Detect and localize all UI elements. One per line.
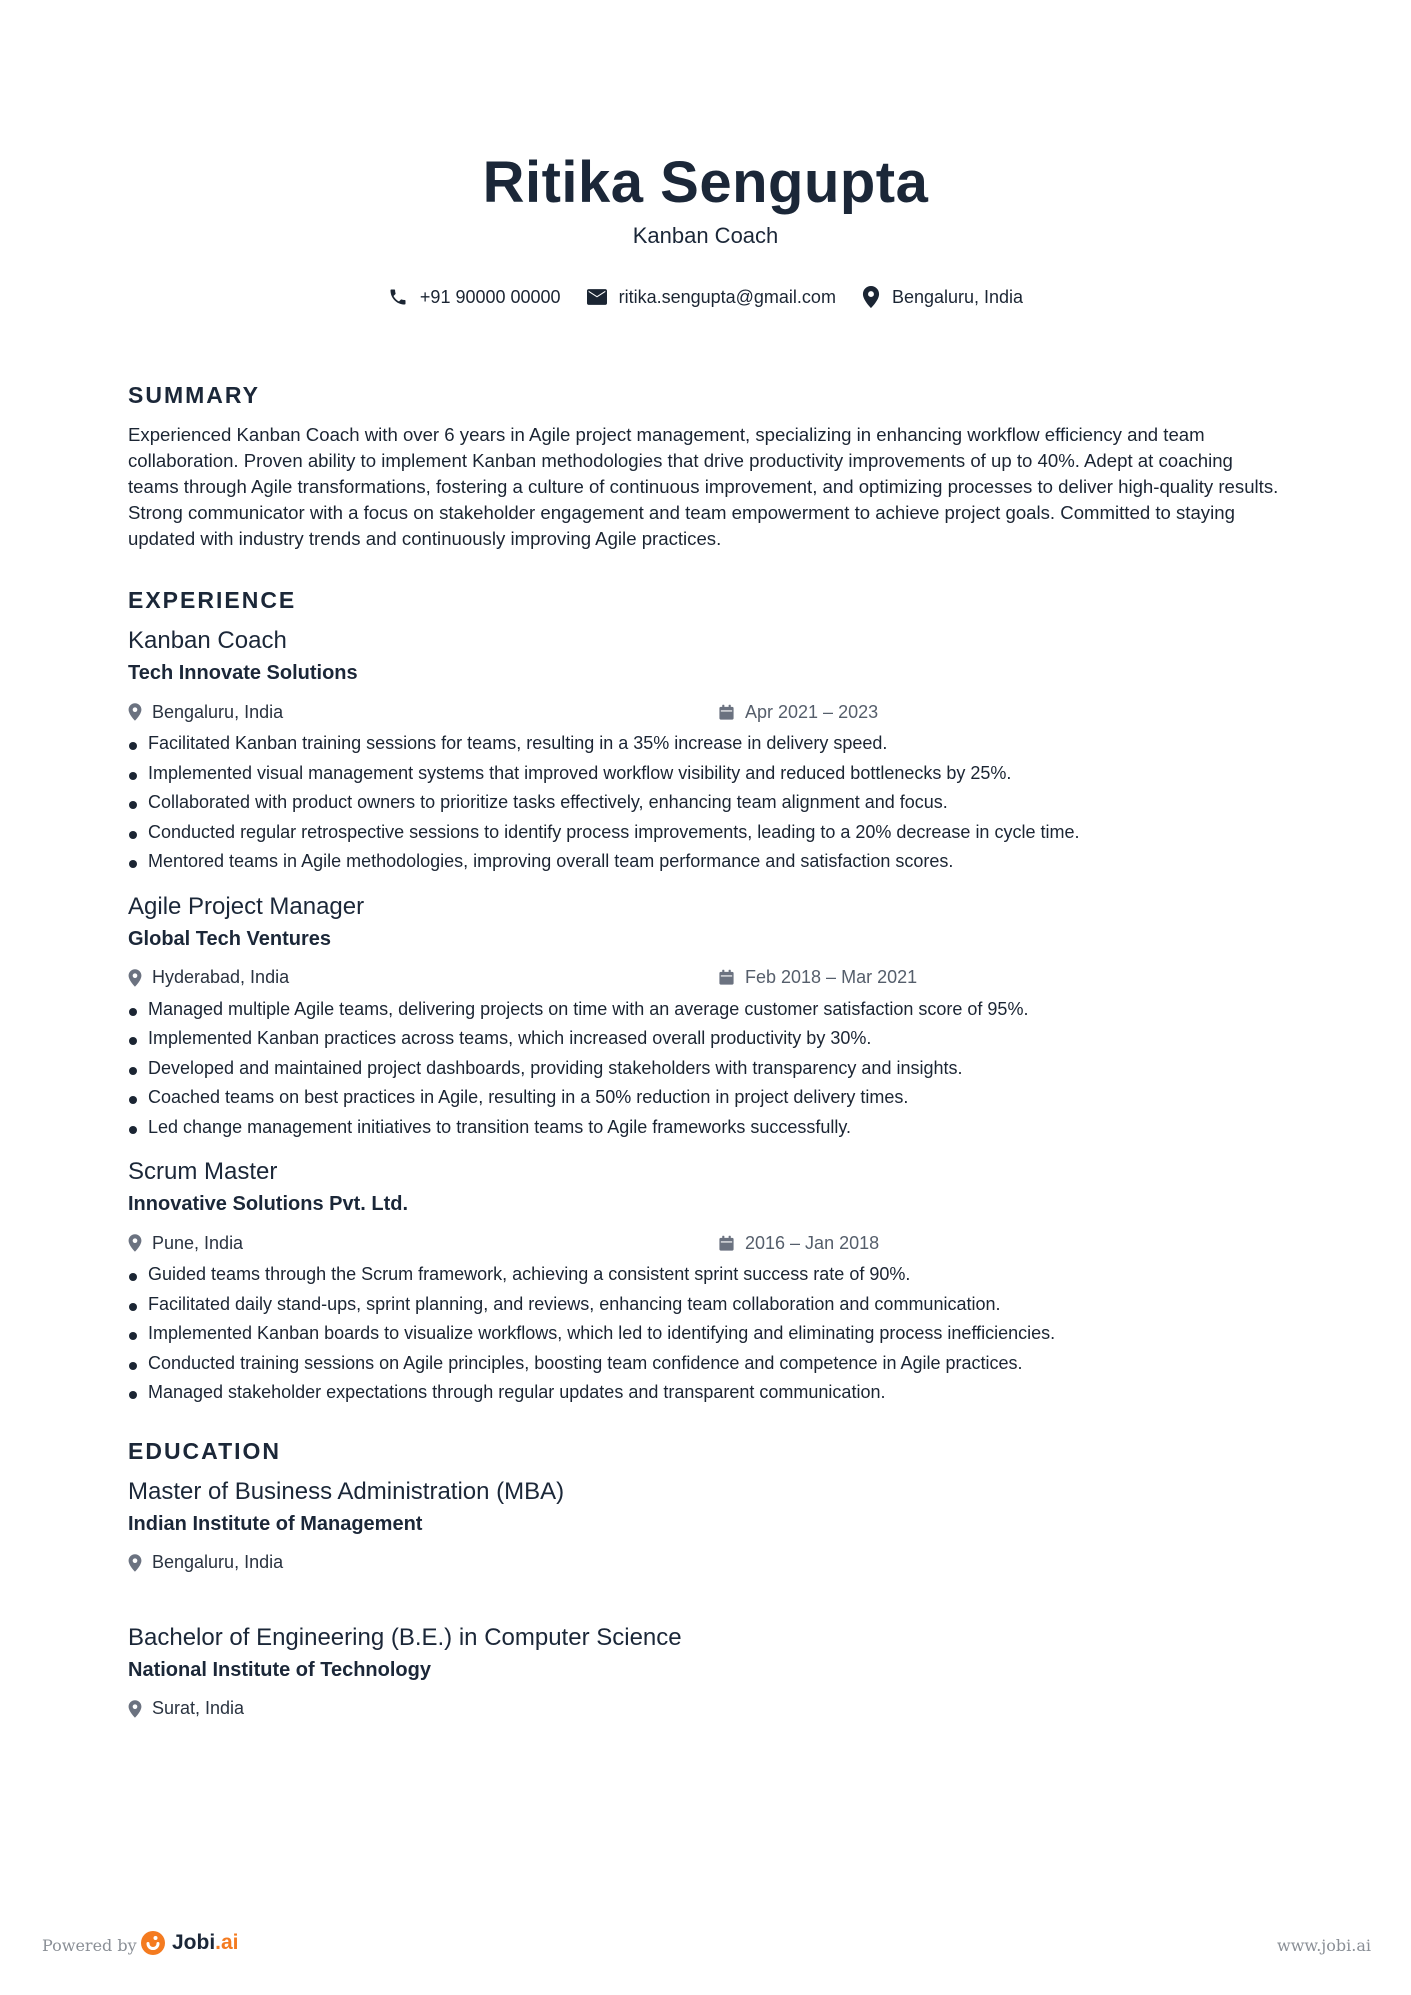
bullet-item: Implemented Kanban boards to visualize workflows, which led to identifying and eliminating process inefficiencies. (128, 1319, 1288, 1349)
contact-bar (0, 286, 1411, 308)
section-title-education: EDUCATION (128, 1437, 282, 1464)
contact-location-text: Bengaluru, India (891, 286, 1024, 307)
job-location-text: Pune, India (152, 1232, 244, 1253)
bullet-item: Collaborated with product owners to prioritize tasks effectively, enhancing team alignment and focus. (128, 788, 1288, 818)
job-dates-text: Apr 2021 – 2023 (745, 701, 879, 722)
job-location-text: Hyderabad, India (152, 967, 290, 987)
education-location (128, 1698, 718, 1719)
job-dates-text: Feb 2018 – Mar 2021 (745, 967, 918, 987)
candidate-role: Kanban Coach (632, 223, 779, 248)
bullet-item: Conducted regular retrospective sessions to identify process improvements, leading to a 20% decrease in cycle time. (128, 818, 1288, 848)
job-location (128, 1233, 718, 1254)
job-dates-text: 2016 – Jan 2018 (745, 1232, 880, 1253)
bullet-item: Implemented Kanban practices across teams, which increased overall productivity by 30%. (128, 1024, 1288, 1054)
job-list (128, 625, 1288, 1408)
education-school: National Institute of Technology (128, 1658, 431, 1681)
phone-icon (388, 287, 408, 307)
education-location-text: Surat, India (152, 1698, 245, 1718)
job-dates (718, 967, 917, 988)
job-bullets (128, 1260, 1288, 1408)
bullet-item: Managed multiple Agile teams, delivering projects on time with an average customer satisfaction score of 95%. (128, 995, 1288, 1025)
calendar-icon (718, 1235, 735, 1252)
education-entry (128, 1622, 1288, 1722)
job-company: Tech Innovate Solutions (128, 662, 358, 684)
location-pin-icon (128, 703, 142, 721)
contact-phone (388, 287, 561, 308)
contact-email (587, 287, 836, 308)
job-location (128, 967, 718, 988)
job-company: Global Tech Ventures (128, 927, 332, 950)
resume-content (128, 380, 1288, 1722)
job-company: Innovative Solutions Pvt. Ltd. (128, 1193, 409, 1215)
resume-header (0, 150, 1411, 250)
location-pin-icon (128, 1554, 142, 1572)
education-meta (128, 1550, 1288, 1576)
summary-text: Experienced Kanban Coach with over 6 years in Agile project management, specializing in enhancing workflow efficiency and team collaboration. Proven ability to implement Kanban methodologies that drive productivity improvements of up to 40%. Adept at coaching teams through Agile transformations, fostering a culture of continuous improvement, and optimizing processes to deliver high-quality results. Strong communicator with a focus on stakeholder engagement and team empowerment to achieve project goals. Committed to staying updated with industry trends and continuously improving Agile practices. (128, 424, 1279, 549)
bullet-item: Facilitated Kanban training sessions for teams, resulting in a 35% increase in delivery speed. (128, 729, 1288, 759)
education-section (128, 1436, 1288, 1722)
job-entry (128, 625, 1288, 877)
bullet-item: Coached teams on best practices in Agile, resulting in a 50% reduction in project delivery times. (128, 1083, 1288, 1113)
brand-name-suffix: .ai (215, 1931, 239, 1954)
job-bullets (128, 995, 1288, 1143)
job-dates (718, 1233, 879, 1254)
job-location-text: Bengaluru, India (152, 701, 284, 722)
brand-name-main: Jobi (172, 1931, 216, 1954)
brand-name (172, 1931, 239, 1955)
education-degree: Master of Business Administration (MBA) (128, 1477, 565, 1505)
bullet-item: Implemented visual management systems that improved workflow visibility and reduced bottlenecks by 25%. (128, 759, 1288, 789)
contact-email-text: ritika.sengupta@gmail.com (618, 286, 836, 307)
bullet-item: Managed stakeholder expectations through regular updates and transparent communication. (128, 1378, 1288, 1408)
job-title: Scrum Master (128, 1158, 278, 1185)
calendar-icon (718, 704, 735, 721)
location-pin-icon (128, 969, 142, 987)
summary-section (128, 380, 1288, 552)
contact-phone-text: +91 90000 00000 (419, 286, 561, 307)
brand-logo[interactable] (140, 1930, 239, 1956)
bullet-item: Developed and maintained project dashboards, providing stakeholders with transparency and insights. (128, 1054, 1288, 1084)
education-school: Indian Institute of Management (128, 1512, 423, 1535)
job-title: Agile Project Manager (128, 892, 365, 920)
bullet-item: Facilitated daily stand-ups, sprint planning, and reviews, enhancing team collaboration and communication. (128, 1290, 1288, 1320)
powered-by-text: Powered by (42, 1936, 137, 1955)
bullet-item: Conducted training sessions on Agile principles, boosting team confidence and competence in Agile practices. (128, 1349, 1288, 1379)
section-title-summary: SUMMARY (128, 382, 260, 408)
mail-icon (587, 289, 607, 305)
education-list (128, 1476, 1288, 1722)
education-entry (128, 1476, 1288, 1576)
education-meta (128, 1696, 1288, 1722)
job-entry (128, 1156, 1288, 1408)
bullet-item: Guided teams through the Scrum framework, achieving a consistent sprint success rate of 90%. (128, 1260, 1288, 1290)
job-title: Kanban Coach (128, 627, 287, 654)
section-title-experience: EXPERIENCE (128, 587, 297, 613)
location-pin-icon (128, 1700, 142, 1718)
education-location (128, 1552, 718, 1573)
footer-site-link[interactable]: www.jobi.ai (1277, 1936, 1371, 1955)
job-meta (128, 1230, 1288, 1256)
job-location (128, 702, 718, 723)
footer (0, 1928, 1411, 1968)
education-degree: Bachelor of Engineering (B.E.) in Computer Science (128, 1623, 682, 1651)
calendar-icon (718, 969, 735, 986)
contact-location (862, 286, 1023, 308)
job-meta (128, 699, 1288, 725)
location-pin-icon (862, 286, 880, 308)
location-pin-icon (128, 1234, 142, 1252)
job-meta (128, 965, 1288, 991)
bullet-item: Mentored teams in Agile methodologies, improving overall team performance and satisfaction scores. (128, 847, 1288, 877)
bullet-item: Led change management initiatives to transition teams to Agile frameworks successfully. (128, 1113, 1288, 1143)
job-dates (718, 702, 878, 723)
job-entry (128, 891, 1288, 1143)
education-location-text: Bengaluru, India (152, 1552, 284, 1572)
jobi-logo-icon (140, 1930, 166, 1956)
experience-section (128, 585, 1288, 1408)
candidate-name: Ritika Sengupta (482, 150, 929, 215)
job-bullets (128, 729, 1288, 877)
